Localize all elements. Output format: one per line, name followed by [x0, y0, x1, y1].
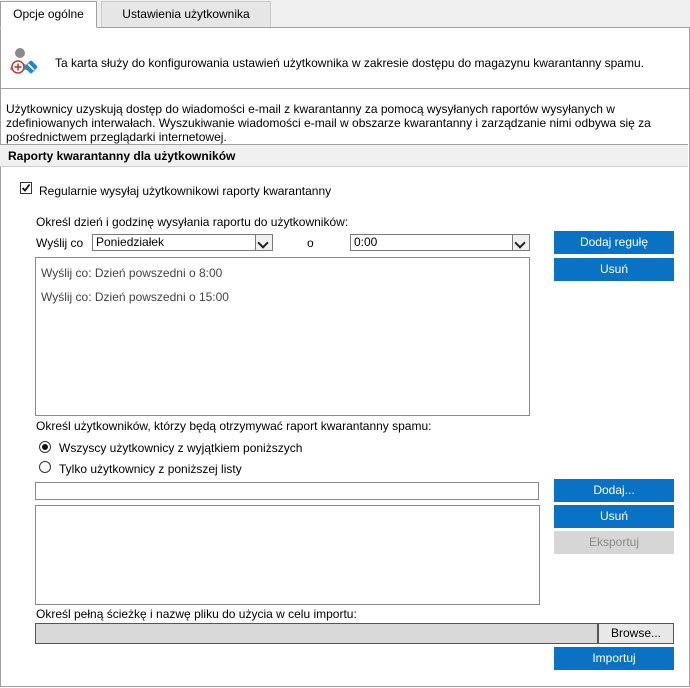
description-line-1: Użytkownicy uzyskują dostęp do wiadomości e-mail z kwarantanny za pomocą wysyłanych raportów wysyłanych w — [6, 102, 615, 116]
chevron-down-icon — [512, 235, 529, 250]
user-input-value — [36, 484, 39, 498]
tab-general-options[interactable]: Opcje ogólne — [0, 1, 97, 28]
radio-all-users-label: Wszyscy użytkownicy z wyjątkiem poniższych — [59, 441, 303, 455]
day-select-value: Poniedziałek — [96, 235, 165, 249]
remove-rule-button[interactable]: Usuń — [554, 258, 674, 281]
add-rule-button[interactable]: Dodaj regułę — [554, 231, 674, 254]
list-item[interactable]: Wyślij co: Dzień powszedni o 15:00 — [41, 290, 229, 304]
send-reports-checkbox[interactable] — [20, 182, 32, 194]
send-reports-label: Regularnie wysyłaj użytkownikowi raporty kwarantanny — [39, 184, 332, 198]
radio-all-users[interactable] — [39, 441, 51, 453]
import-path-field[interactable] — [35, 623, 598, 644]
chevron-down-icon — [255, 235, 272, 250]
browse-button[interactable]: Browse... — [598, 623, 674, 644]
list-item[interactable]: Wyślij co: Dzień powszedni o 8:00 — [41, 266, 223, 280]
at-label: o — [307, 236, 314, 250]
import-prompt: Określ pełną ścieżkę i nazwę pliku do użycia w celu importu: — [36, 607, 357, 621]
user-input[interactable] — [35, 482, 539, 500]
time-select[interactable] — [350, 234, 530, 251]
import-path-value — [36, 626, 39, 640]
user-settings-icon — [6, 44, 40, 78]
schedule-prompt: Określ dzień i godzinę wysyłania raportu do użytkowników: — [36, 215, 349, 229]
tab-user-settings[interactable]: Ustawienia użytkownika — [101, 1, 271, 27]
divider — [0, 88, 690, 89]
users-list[interactable] — [35, 505, 540, 605]
import-button[interactable]: Importuj — [554, 647, 674, 670]
day-select[interactable] — [92, 234, 273, 251]
intro-text: Ta karta służy do konfigurowania ustawień użytkownika w zakresie dostępu do magazynu kwarantanny spamu. — [55, 56, 644, 70]
radio-listed-users[interactable] — [39, 461, 51, 473]
rules-list[interactable] — [35, 257, 530, 416]
users-prompt: Określ użytkowników, którzy będą otrzymywać raport kwarantanny spamu: — [36, 419, 432, 433]
export-button[interactable]: Eksportuj — [554, 531, 674, 554]
remove-user-button[interactable]: Usuń — [554, 505, 674, 528]
time-select-value: 0:00 — [354, 235, 378, 249]
send-every-label: Wyślij co — [36, 236, 84, 250]
description-line-2: zdefiniowanych interwałach. Wyszukiwanie wiadomości e-mail w obszarze kwarantanny i zarządzanie nimi odbywa się za — [6, 116, 651, 130]
add-user-button[interactable]: Dodaj... — [554, 479, 674, 502]
checkmark-icon — [21, 183, 31, 193]
description-line-3: pośrednictwem przeglądarki internetowej. — [6, 130, 227, 144]
radio-listed-users-label: Tylko użytkownicy z poniższej listy — [59, 462, 242, 476]
section-header: Raporty kwarantanny dla użytkowników — [0, 144, 688, 167]
